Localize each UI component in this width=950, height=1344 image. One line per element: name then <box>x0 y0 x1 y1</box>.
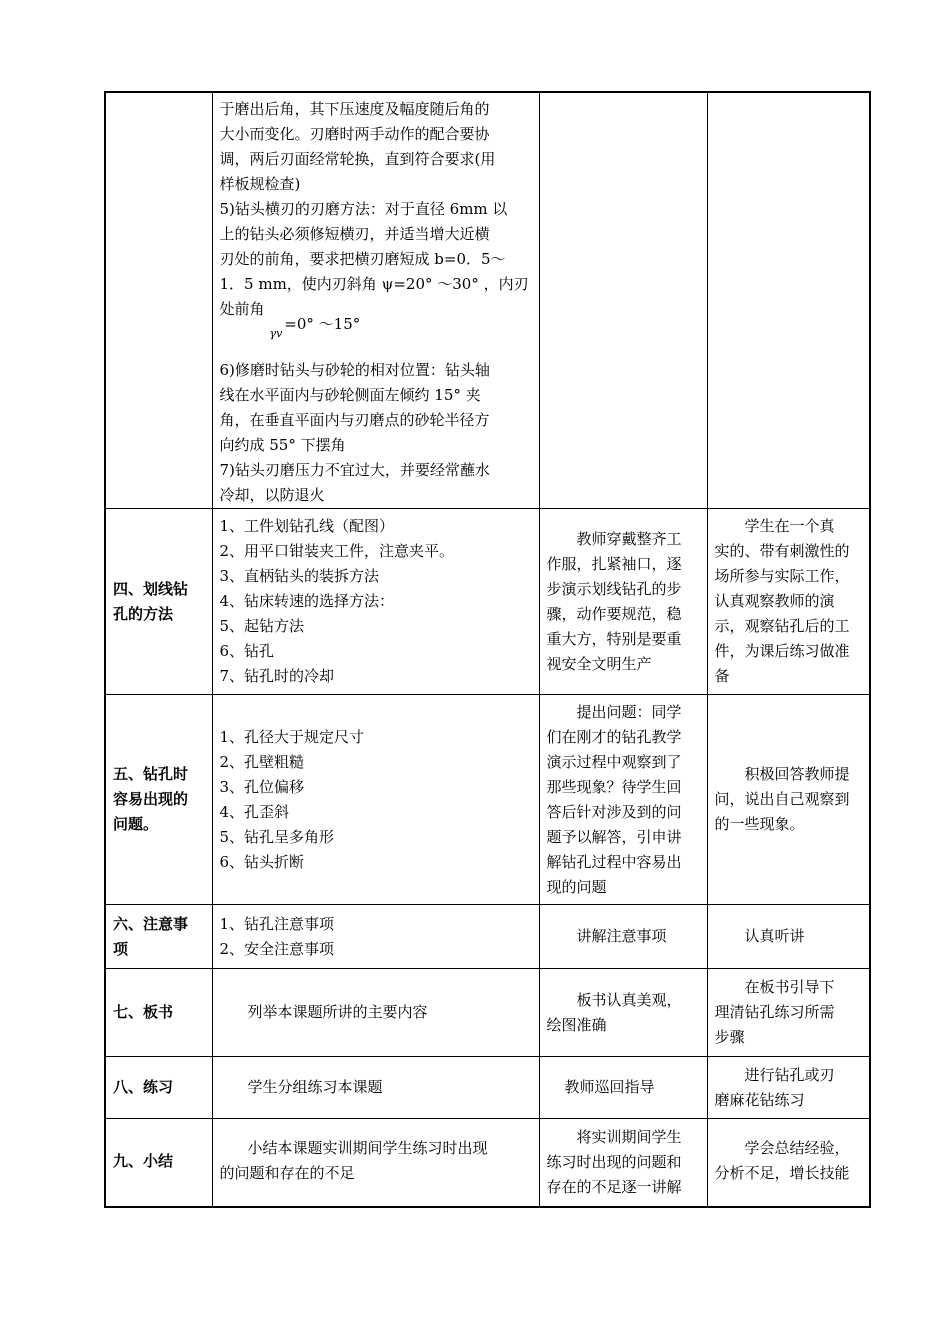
student-line: 认真观察教师的演 <box>714 592 835 610</box>
teacher-line: 们在刚才的钻孔教学 <box>546 727 682 746</box>
content-line: 的问题和存在的不足 <box>219 1164 355 1182</box>
section-cell-empty <box>105 92 212 509</box>
section-title: 四、划线钻 <box>113 579 189 598</box>
content-line: 2、安全注意事项 <box>219 939 335 958</box>
teacher-cell <box>539 92 707 509</box>
teacher-cell <box>539 1057 707 1119</box>
section-title: 五、钻孔时 <box>113 765 189 783</box>
table-row <box>105 1119 870 1207</box>
content-line: 2、用平口钳装夹工件，注意夹平。 <box>219 542 455 560</box>
content-cell <box>212 1119 539 1207</box>
content-line: 7)钻头刃磨压力不宜过大，并要经常蘸水 <box>219 461 490 479</box>
section-cell <box>105 1057 212 1119</box>
section-cell <box>105 1119 212 1207</box>
student-line: 实的、带有刺激性的 <box>714 542 850 560</box>
content-line: 刃处的前角，要求把横刃磨短成 b=0．5～ <box>219 250 506 268</box>
content-line: 5、起钻方法 <box>219 617 305 635</box>
teacher-line: 答后针对涉及到的问 <box>546 802 682 821</box>
student-line: 示，观察钻孔后的工 <box>714 617 850 635</box>
teacher-line: 绘图准确 <box>546 1015 607 1034</box>
table-row <box>105 905 870 969</box>
teacher-cell <box>539 1119 707 1207</box>
section-cell <box>105 695 212 905</box>
student-cell <box>707 92 870 509</box>
section-cell <box>105 509 212 695</box>
content-line: 冷却，以防退火 <box>219 486 325 504</box>
student-line: 学会总结经验， <box>744 1139 850 1157</box>
content-line: 1、钻孔注意事项 <box>219 914 335 933</box>
content-line: 5)钻头横刃的刃磨方法：对于直径 6mm 以 <box>219 200 508 218</box>
content-text: =0° ～15° <box>284 315 361 333</box>
teacher-line: 提出问题：同学 <box>576 702 682 721</box>
student-line: 认真听讲 <box>744 927 805 945</box>
table-row <box>105 969 870 1057</box>
content-line: 学生分组练习本课题 <box>247 1078 383 1096</box>
teacher-line: 板书认真美观， <box>576 990 682 1009</box>
student-cell <box>707 509 870 695</box>
content-line: 于磨出后角，其下压速度及幅度随后角的 <box>219 100 490 118</box>
table-row <box>105 1057 870 1119</box>
content-cell <box>212 905 539 969</box>
student-line: 场所参与实际工作， <box>714 567 850 585</box>
content-cell <box>212 969 539 1057</box>
table-row <box>105 92 870 509</box>
content-line: 4、钻床转速的选择方法： <box>219 592 395 610</box>
content-line: 1、工件划钻孔线（配图） <box>219 517 395 535</box>
section-title: 八、练习 <box>113 1078 174 1096</box>
section-title: 孔的方法 <box>113 604 174 623</box>
teacher-line: 作服，扎紧袖口，逐 <box>546 554 682 573</box>
content-line: 1．5 mm，使内刃斜角 ψ=20° ～30° ，内刃 <box>219 275 529 293</box>
teacher-line: 现的问题 <box>546 877 607 896</box>
content-line: 3、孔位偏移 <box>219 777 305 796</box>
content-line: 6、钻头折断 <box>219 852 305 871</box>
content-line: 4、孔歪斜 <box>219 802 290 821</box>
table-row <box>105 695 870 905</box>
lesson-plan-table <box>104 91 871 1208</box>
content-line: 7、钻孔时的冷却 <box>219 667 335 685</box>
teacher-line: 解钻孔过程中容易出 <box>546 852 682 871</box>
teacher-line: 视安全文明生产 <box>546 654 652 673</box>
teacher-cell <box>539 969 707 1057</box>
content-line: 1、孔径大于规定尺寸 <box>219 727 365 746</box>
content-line: 角，在垂直平面内与刃磨点的砂轮半径方 <box>219 411 490 429</box>
teacher-line: 那些现象？待学生回 <box>546 777 682 796</box>
section-title: 九、小结 <box>113 1152 174 1170</box>
spacer <box>220 346 532 358</box>
student-cell <box>707 905 870 969</box>
student-cell <box>707 969 870 1057</box>
content-line: 2、孔壁粗糙 <box>219 752 305 771</box>
content-line: 6、钻孔 <box>219 642 275 660</box>
content-line <box>220 312 532 346</box>
student-line: 理清钻孔练习所需 <box>714 1003 835 1021</box>
student-line: 分析不足，增长技能 <box>714 1164 850 1182</box>
content-cell <box>212 695 539 905</box>
table-row <box>105 509 870 695</box>
gamma-symbol: γv <box>269 327 283 340</box>
teacher-line: 重大方，特别是要重 <box>546 629 682 648</box>
teacher-cell <box>539 905 707 969</box>
student-line: 问，说出自己观察到 <box>714 790 850 808</box>
section-cell <box>105 969 212 1057</box>
teacher-line: 将实训期间学生 <box>576 1127 682 1146</box>
student-line: 磨麻花钻练习 <box>714 1090 805 1109</box>
section-cell <box>105 905 212 969</box>
teacher-line: 题予以解答，引申讲 <box>546 827 682 846</box>
content-cell <box>212 1057 539 1119</box>
section-title: 项 <box>113 939 129 958</box>
student-line: 学生在一个真 <box>744 517 835 535</box>
student-cell <box>707 695 870 905</box>
student-cell <box>707 1119 870 1207</box>
teacher-line: 演示过程中观察到了 <box>546 752 682 771</box>
content-line: 样板规检查) <box>219 175 301 193</box>
teacher-line: 骤，动作要规范，稳 <box>546 604 682 623</box>
student-line: 的一些现象。 <box>714 815 805 833</box>
content-cell <box>212 509 539 695</box>
student-line: 在板书引导下 <box>744 978 835 996</box>
content-line: 5、钻孔呈多角形 <box>219 827 335 846</box>
content-line: 6)修磨时钻头与砂轮的相对位置：钻头轴 <box>219 361 490 379</box>
teacher-line: 存在的不足逐一讲解 <box>546 1177 682 1196</box>
student-line: 备 <box>714 667 730 685</box>
student-line: 进行钻孔或刃 <box>744 1065 835 1084</box>
content-cell <box>212 92 539 509</box>
teacher-line: 步演示划线钻孔的步 <box>546 579 682 598</box>
teacher-line: 练习时出现的问题和 <box>546 1152 682 1171</box>
content-line: 小结本课题实训期间学生练习时出现 <box>247 1139 488 1157</box>
teacher-line: 教师巡回指导 <box>564 1078 655 1096</box>
section-title: 问题。 <box>113 815 159 833</box>
student-line: 积极回答教师提 <box>744 765 850 783</box>
content-text: 处前角 <box>219 300 265 318</box>
content-line: 上的钻头必须修短横刃，并适当增大近横 <box>219 225 490 243</box>
teacher-line: 教师穿戴整齐工 <box>576 529 682 548</box>
student-line: 步骤 <box>714 1028 745 1046</box>
content-line: 3、直柄钻头的装拆方法 <box>219 567 380 585</box>
teacher-cell <box>539 509 707 695</box>
section-title: 七、板书 <box>113 1003 174 1021</box>
teacher-cell <box>539 695 707 905</box>
teacher-line: 讲解注意事项 <box>576 927 667 945</box>
content-line: 向约成 55° 下摆角 <box>219 436 346 454</box>
content-line: 列举本课题所讲的主要内容 <box>247 1003 428 1021</box>
student-cell <box>707 1057 870 1119</box>
content-line: 大小而变化。刃磨时两手动作的配合要协 <box>219 125 490 143</box>
section-title: 六、注意事 <box>113 914 189 933</box>
content-line: 调，两后刃面经常轮换，直到符合要求(用 <box>219 150 496 168</box>
student-line: 件，为课后练习做准 <box>714 642 850 660</box>
section-title: 容易出现的 <box>113 790 189 808</box>
content-line: 线在水平面内与砂轮侧面左倾约 15° 夹 <box>219 386 481 404</box>
